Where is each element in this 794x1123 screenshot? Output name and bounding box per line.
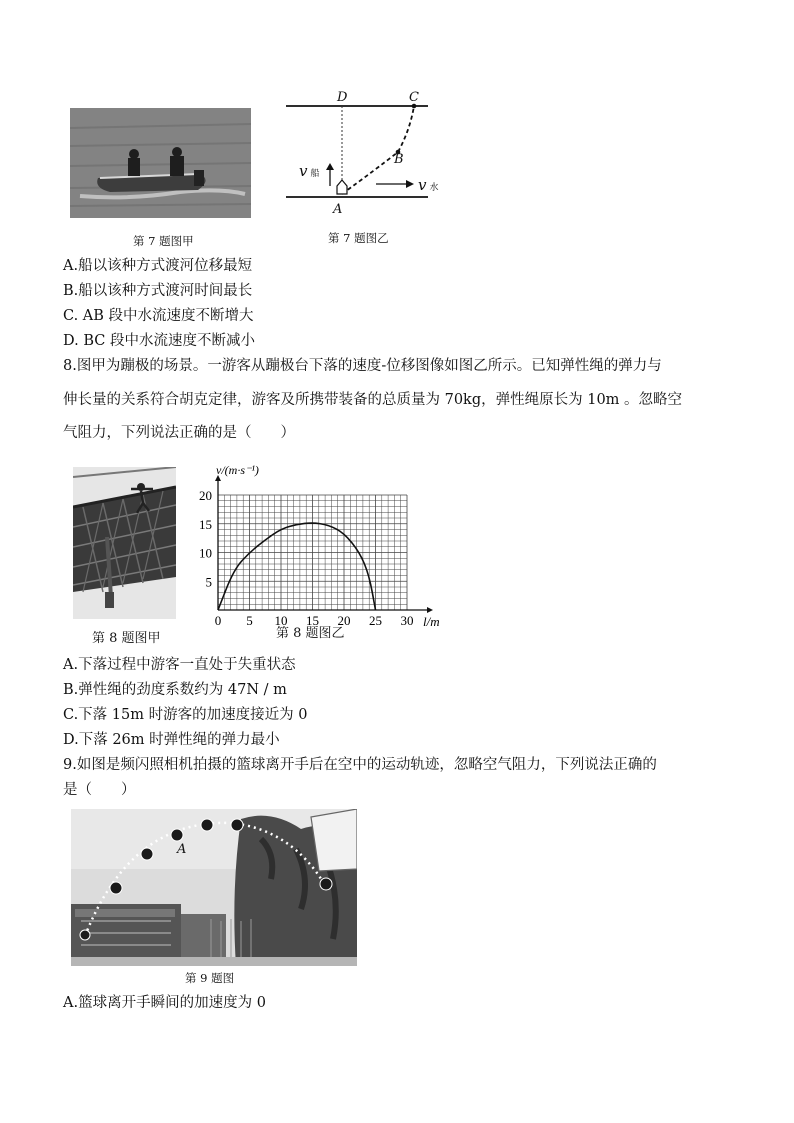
y-axis-label: v/(m·s⁻¹) (216, 463, 259, 477)
velocity-displacement-chart (190, 460, 440, 628)
v-boat-label: v船 (299, 162, 320, 180)
q7-option-c: C. AB 段中水流速度不断增大 (63, 308, 254, 324)
velocity-curve (218, 523, 376, 610)
q7-fig-b-caption: 第 7 题图乙 (328, 231, 389, 245)
q7-option-b: B.船以该种方式渡河时间最长 (63, 283, 253, 299)
x-tick-label: 30 (400, 613, 414, 628)
q8-stem-line-3: 气阻力，下列说法正确的是（ ） (63, 425, 295, 441)
q8-option-d: D.下落 26m 时弹性绳的弹力最小 (63, 732, 280, 748)
q9-stem-line-1: 9.如图是频闪照相机拍摄的篮球离开手后在空中的运动轨迹，忽略空气阻力，下列说法正确的 (63, 757, 657, 773)
x-tick-label: 0 (214, 613, 222, 628)
x-tick-label: 10 (274, 613, 288, 628)
q9-fig-caption: 第 9 题图 (185, 971, 235, 985)
y-tick-label: 5 (205, 574, 212, 590)
q8-option-a: A.下落过程中游客一直处于失重状态 (63, 657, 296, 673)
q9-option-a: A.篮球离开手瞬间的加速度为 0 (63, 995, 266, 1011)
q7-fig-a-caption: 第 7 题图甲 (133, 234, 194, 248)
point-d-label: D (337, 90, 348, 105)
q8-fig-b-caption: 第 8 题图乙 (276, 626, 345, 641)
q8-option-c: C.下落 15m 时游客的加速度接近为 0 (63, 707, 308, 723)
q9-point-a-label: A (177, 842, 187, 857)
q9-stem-line-2: 是（ ） (63, 782, 136, 798)
q7-option-a: A.船以该种方式渡河位移最短 (63, 258, 253, 274)
q7-option-d: D. BC 段中水流速度不断减小 (63, 333, 255, 349)
river-crossing-diagram (280, 90, 440, 220)
x-tick-label: 20 (337, 613, 351, 628)
q8-stem-line-1: 8.图甲为蹦极的场景。一游客从蹦极台下落的速度-位移图像如图乙所示。已知弹性绳的弹力与 (63, 358, 662, 374)
v-water-label: v水 (418, 176, 439, 194)
x-axis-arrow (427, 607, 433, 613)
basketball-photo (71, 809, 357, 966)
y-tick-label: 10 (199, 545, 212, 561)
bungee-photo (73, 467, 176, 619)
boat-photo (70, 108, 251, 218)
x-tick-label: 5 (246, 613, 253, 628)
point-b-label: B (394, 152, 404, 167)
point-a-label: A (333, 202, 343, 217)
y-tick-label: 15 (199, 516, 212, 532)
point-c-label: C (409, 90, 419, 105)
q8-stem-line-2: 伸长量的关系符合胡克定律，游客及所携带装备的总质量为 70kg，弹性绳原长为 10m 。忽略空 (63, 392, 683, 408)
x-tick-label: 15 (306, 613, 319, 628)
x-tick-label: 25 (369, 613, 382, 628)
x-axis-label: l/m (423, 614, 440, 628)
q8-option-b: B.弹性绳的劲度系数约为 47N / m (63, 682, 287, 698)
y-tick-label: 20 (199, 488, 212, 503)
q8-fig-a-caption: 第 8 题图甲 (92, 631, 161, 646)
